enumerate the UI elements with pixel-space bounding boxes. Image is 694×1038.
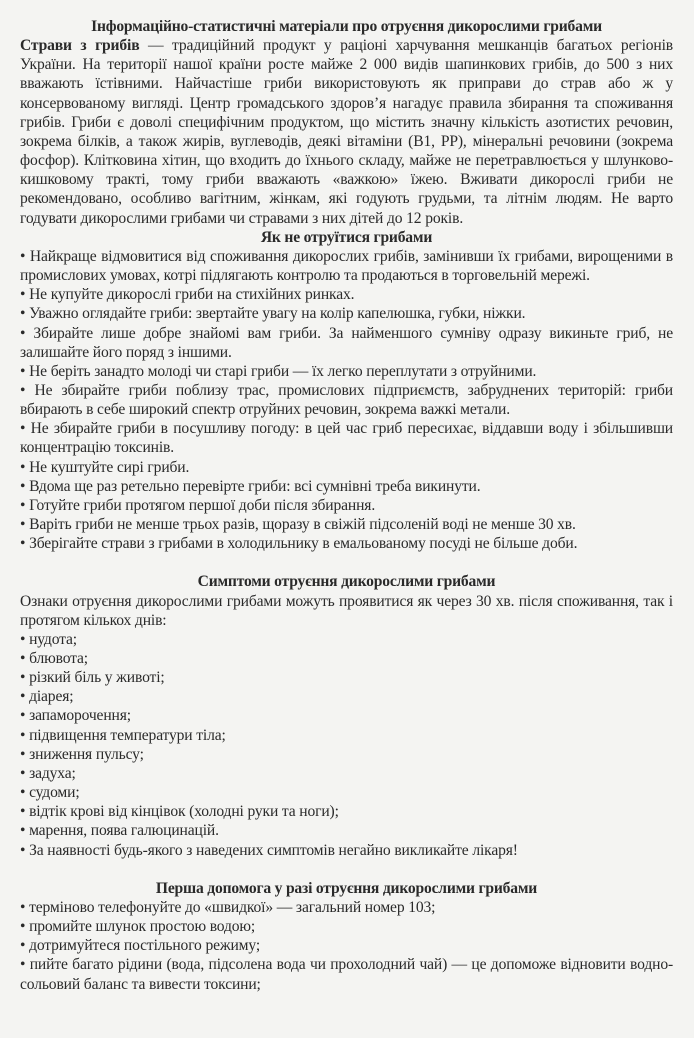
list-item: • Не збирайте гриби в посушливу погоду: в цей час гриб пересихає, віддавши воду і збільшивши концентрацію токсинів. — [20, 419, 673, 457]
section-spacer — [20, 860, 673, 879]
list-item: • підвищення температури тіла; — [20, 726, 673, 745]
list-item: • нудота; — [20, 630, 673, 649]
prevention-heading: Як не отруїтися грибами — [260, 228, 433, 246]
section-spacer — [20, 553, 673, 572]
list-item: • запаморочення; — [20, 706, 673, 725]
first-aid-heading: Перша допомога у разі отруєння дикорослими грибами — [155, 879, 538, 897]
prevention-list — [20, 247, 673, 554]
list-item: • Зберігайте страви з грибами в холодильнику в емальованому посуді не більше доби. — [20, 534, 673, 553]
symptoms-intro: Ознаки отруєння дикорослими грибами можуть проявитися як через 30 хв. після споживання, так і протягом кількох днів: — [20, 592, 673, 629]
list-item: • Вдома ще раз ретельно перевірте гриби: всі сумнівні треба викинути. — [20, 477, 673, 496]
symptoms-heading: Симптоми отруєння дикорослими грибами — [197, 573, 496, 591]
list-item: • блювота; — [20, 649, 673, 668]
list-item: • Не збирайте гриби поблизу трас, промислових підприємств, забруднених територій: гриби вбирають в себе широкий спектр отруйних речовин, зокрема важкі метали. — [20, 381, 673, 419]
list-item: • діарея; — [20, 687, 673, 706]
list-item: • Збирайте лише добре знайомі вам гриби. За найменшого сумніву одразу викиньте гриб, не залишайте його поряд з іншими. — [20, 324, 673, 362]
list-item: • Не куштуйте сирі гриби. — [20, 458, 673, 477]
document-title: Інформаційно-статистичні матеріали про отруєння дикорослими грибами — [91, 18, 602, 35]
list-item: • Не купуйте дикорослі гриби на стихійних ринках. — [20, 285, 673, 304]
intro-paragraph — [20, 36, 673, 228]
list-item: • різкий біль у животі; — [20, 668, 673, 687]
intro-text: — традиційний продукт у раціоні харчування мешканців багатьох регіонів України. На території нашої країни росте майже 2 000 видів шапинкових грибів, до 500 з них вважають їстівними. Найчастіше гриби використовують як приправи до страв або ж у консервованому вигляді. Центр громадського здоров’я нагадує правила збирання та споживання грибів. Гриби є доволі специфічним продуктом, що містить значну кількість азотистих речовин, зокрема білків, а також жирів, вуглеводів, деякі вітаміни (В1, РР), мінеральні речовини (зокрема фосфор). Клітковина хітин, що входить до їхнього складу, майже не перетравлюється у шлунково-кишковому тракті, тому гриби вважають «важкою» їжею. Вживати дикорослі гриби не рекомендовано, особливо вагітним, жінкам, які годують грудьми, та літнім людям. Не варто годувати дикорослими грибами чи стравами з них дітей до 12 років. — [20, 37, 674, 227]
list-item: • промийте шлунок простою водою; — [20, 917, 673, 936]
list-item: • Не беріть занадто молоді чи старі гриби — їх легко переплутати з отруйними. — [20, 362, 673, 381]
list-item: • Уважно оглядайте гриби: звертайте увагу на колір капелюшка, губки, ніжки. — [20, 304, 673, 323]
list-item: • За наявності будь-якого з наведених симптомів негайно викликайте лікаря! — [20, 841, 673, 860]
list-item: • судоми; — [20, 783, 673, 802]
list-item: • марення, поява галюцинацій. — [20, 821, 673, 840]
intro-lead: Страви з грибів — [20, 37, 140, 55]
symptoms-list — [20, 630, 673, 860]
list-item: • Найкраще відмовитися від споживання дикорослих грибів, замінивши їх грибами, вирощеними в промислових умовах, котрі підлягають контролю та продаються в торговельній мережі. — [20, 247, 673, 285]
list-item: • задуха; — [20, 764, 673, 783]
first-aid-list — [20, 898, 673, 994]
list-item: • терміново телефонуйте до «швидкої» — загальний номер 103; — [20, 898, 673, 917]
list-item: • пийте багато рідини (вода, підсолена вода чи прохолодний чай) — це допоможе відновити водно-сольовий баланс та вивести токсини; — [20, 955, 673, 993]
list-item: • відтік крові від кінцівок (холодні руки та ноги); — [20, 802, 673, 821]
list-item: • дотримуйтеся постільного режиму; — [20, 936, 673, 955]
list-item: • зниження пульсу; — [20, 745, 673, 764]
list-item: • Готуйте гриби протягом першої доби після збирання. — [20, 496, 673, 515]
list-item: • Варіть гриби не менше трьох разів, щоразу в свіжій підсоленій воді не менше 30 хв. — [20, 515, 673, 534]
